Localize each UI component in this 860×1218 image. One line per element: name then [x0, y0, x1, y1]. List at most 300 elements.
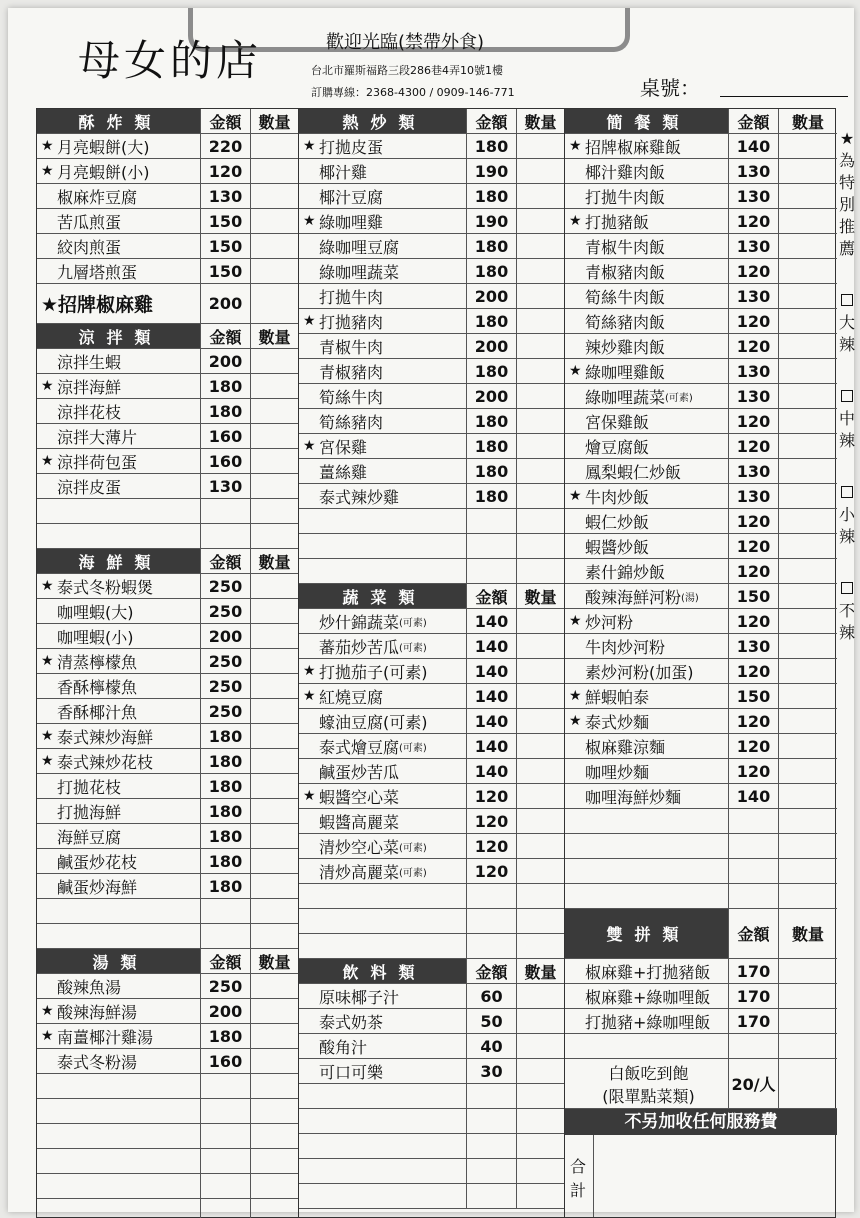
- menu-item-price: 180: [201, 849, 251, 873]
- menu-item-price: [467, 934, 517, 958]
- item-label: 可口可樂: [319, 1062, 384, 1082]
- item-note: (可素): [399, 742, 427, 754]
- menu-item-price: 150: [201, 259, 251, 283]
- item-label: 打拋海鮮: [57, 802, 122, 822]
- menu-item-row: [299, 359, 564, 384]
- quantity-cell[interactable]: [251, 1024, 298, 1048]
- quantity-cell[interactable]: [517, 684, 564, 708]
- menu-item-price: 120: [467, 834, 517, 858]
- menu-item-row: [37, 1024, 298, 1049]
- quantity-cell[interactable]: [251, 184, 298, 208]
- quantity-cell[interactable]: [251, 399, 298, 423]
- menu-item-row: [37, 899, 298, 924]
- quantity-cell[interactable]: [517, 1184, 564, 1208]
- quantity-cell[interactable]: [779, 784, 837, 808]
- menu-item-row: [37, 1099, 298, 1124]
- quantity-cell[interactable]: [517, 559, 564, 583]
- qty-header: 數量: [258, 112, 291, 132]
- menu-item-price: 190: [467, 209, 517, 233]
- item-label: 青椒牛肉飯: [585, 237, 666, 257]
- quantity-cell[interactable]: [779, 1034, 837, 1058]
- quantity-cell[interactable]: [251, 624, 298, 648]
- item-label: 蝦醬炒飯: [585, 537, 650, 557]
- quantity-cell[interactable]: [251, 774, 298, 798]
- quantity-cell[interactable]: [779, 384, 837, 408]
- quantity-cell[interactable]: [251, 674, 298, 698]
- menu-item-row: [37, 724, 298, 749]
- quantity-cell[interactable]: [251, 599, 298, 623]
- menu-item-price: 120: [729, 409, 779, 433]
- quantity-cell[interactable]: [779, 134, 837, 158]
- menu-item-name: [565, 484, 729, 508]
- menu-item-price: 250: [201, 974, 251, 998]
- quantity-cell[interactable]: [251, 799, 298, 823]
- menu-item-name: [565, 834, 729, 858]
- quantity-cell[interactable]: [251, 874, 298, 898]
- quantity-cell[interactable]: [517, 334, 564, 358]
- spicy-option[interactable]: [838, 290, 856, 356]
- quantity-cell[interactable]: [251, 924, 298, 948]
- quantity-cell[interactable]: [517, 259, 564, 283]
- quantity-cell[interactable]: [779, 809, 837, 833]
- quantity-cell[interactable]: [779, 884, 837, 908]
- menu-item-name: [37, 284, 201, 323]
- quantity-cell[interactable]: [517, 534, 564, 558]
- menu-item-name: [299, 1084, 467, 1108]
- item-label: 打拋茄子(可素): [319, 662, 428, 682]
- quantity-cell[interactable]: [517, 809, 564, 833]
- menu-item-row: [37, 424, 298, 449]
- menu-item-name: [299, 1159, 467, 1183]
- table-number-field[interactable]: [720, 96, 848, 97]
- quantity-cell[interactable]: [779, 609, 837, 633]
- item-note: (可素): [399, 617, 427, 629]
- menu-item-row: [37, 999, 298, 1024]
- quantity-cell[interactable]: [779, 659, 837, 683]
- section-header: [37, 324, 298, 349]
- menu-item-price: [467, 1109, 517, 1133]
- quantity-cell[interactable]: [779, 309, 837, 333]
- menu-item-name: [299, 1034, 467, 1058]
- item-label: 炒什錦蔬菜: [319, 612, 400, 632]
- quantity-cell[interactable]: [517, 784, 564, 808]
- star-icon: ★: [569, 213, 582, 229]
- menu-item-row: [565, 209, 837, 234]
- quantity-cell[interactable]: [251, 1049, 298, 1073]
- menu-item-row: [299, 834, 564, 859]
- quantity-cell[interactable]: [779, 759, 837, 783]
- section-title: 湯類: [37, 949, 201, 973]
- quantity-cell[interactable]: [517, 359, 564, 383]
- menu-sheet: [8, 8, 854, 1212]
- spicy-option[interactable]: [838, 578, 856, 644]
- quantity-cell[interactable]: [517, 1059, 564, 1083]
- quantity-cell[interactable]: [779, 234, 837, 258]
- quantity-cell[interactable]: [779, 734, 837, 758]
- quantity-cell[interactable]: [251, 899, 298, 923]
- menu-item-price: 120: [467, 809, 517, 833]
- quantity-cell[interactable]: [779, 584, 837, 608]
- menu-item-name: [37, 649, 201, 673]
- item-label: 蠔油豆腐(可素): [319, 712, 428, 732]
- quantity-cell[interactable]: [779, 534, 837, 558]
- quantity-cell[interactable]: [517, 159, 564, 183]
- item-label: 椒麻雞涼麵: [585, 737, 666, 757]
- quantity-cell[interactable]: [251, 649, 298, 673]
- quantity-cell[interactable]: [779, 959, 837, 983]
- menu-item-row: [37, 449, 298, 474]
- menu-item-name: [565, 509, 729, 533]
- menu-item-row: [565, 809, 837, 834]
- quantity-cell[interactable]: [251, 159, 298, 183]
- menu-item-name: [565, 209, 729, 233]
- quantity-cell[interactable]: [517, 709, 564, 733]
- quantity-cell[interactable]: [251, 1174, 298, 1198]
- menu-item-name: [37, 849, 201, 873]
- quantity-cell[interactable]: [251, 724, 298, 748]
- quantity-cell[interactable]: [251, 999, 298, 1023]
- quantity-cell[interactable]: [517, 884, 564, 908]
- menu-item-price: 130: [729, 634, 779, 658]
- menu-item-row: [299, 759, 564, 784]
- star-icon: ★: [41, 578, 54, 594]
- item-label: 泰式冬粉湯: [57, 1052, 138, 1072]
- menu-item-price: 200: [201, 999, 251, 1023]
- quantity-cell[interactable]: [251, 1149, 298, 1173]
- menu-item-name: [565, 184, 729, 208]
- quantity-cell[interactable]: [517, 1084, 564, 1108]
- quantity-cell[interactable]: [517, 984, 564, 1008]
- quantity-cell[interactable]: [517, 1009, 564, 1033]
- item-label: 咖哩蝦(大): [57, 602, 134, 622]
- item-label: 酸辣海鮮河粉: [585, 587, 682, 607]
- menu-item-row: [565, 309, 837, 334]
- section-header: [299, 959, 564, 984]
- item-label: 清蒸檸檬魚: [57, 652, 138, 672]
- quantity-cell[interactable]: [779, 334, 837, 358]
- menu-item-price: 180: [467, 434, 517, 458]
- spicy-label: 小辣: [838, 505, 855, 546]
- menu-item-row: [37, 974, 298, 999]
- quantity-cell[interactable]: [779, 434, 837, 458]
- quantity-cell[interactable]: [251, 974, 298, 998]
- quantity-cell[interactable]: [517, 434, 564, 458]
- quantity-cell[interactable]: [251, 699, 298, 723]
- quantity-cell[interactable]: [779, 709, 837, 733]
- quantity-cell[interactable]: [251, 849, 298, 873]
- quantity-cell[interactable]: [517, 609, 564, 633]
- quantity-cell[interactable]: [779, 159, 837, 183]
- menu-item-name: [37, 399, 201, 423]
- menu-item-name: [37, 899, 201, 923]
- menu-item-name: [299, 359, 467, 383]
- quantity-cell[interactable]: [779, 984, 837, 1008]
- menu-item-row: [37, 699, 298, 724]
- qty-header: 數量: [791, 112, 824, 132]
- menu-item-row: [299, 334, 564, 359]
- quantity-cell[interactable]: [251, 234, 298, 258]
- quantity-cell[interactable]: [251, 1199, 298, 1218]
- menu-item-name: [299, 409, 467, 433]
- menu-item-row: [299, 709, 564, 734]
- menu-item-name: [37, 1174, 201, 1198]
- quantity-cell[interactable]: [517, 934, 564, 958]
- menu-item-row: [299, 609, 564, 634]
- quantity-cell[interactable]: [779, 1059, 837, 1108]
- item-label: 打拋豬+綠咖哩飯: [585, 1012, 711, 1032]
- menu-item-name: [299, 759, 467, 783]
- item-label: 綠咖哩雞: [319, 212, 384, 232]
- menu-item-price: 130: [729, 484, 779, 508]
- menu-item-row: [37, 574, 298, 599]
- menu-item-row: [565, 159, 837, 184]
- menu-item-price: [467, 559, 517, 583]
- quantity-cell[interactable]: [779, 409, 837, 433]
- quantity-cell[interactable]: [517, 384, 564, 408]
- menu-item-name: [565, 709, 729, 733]
- menu-item-name: [37, 1024, 201, 1048]
- quantity-cell[interactable]: [779, 859, 837, 883]
- quantity-cell[interactable]: [517, 284, 564, 308]
- menu-item-name: [299, 559, 467, 583]
- rice-label: [565, 1059, 729, 1108]
- item-label: 椒麻炸豆腐: [57, 187, 138, 207]
- service-fee-banner: 不另加收任何服務費: [565, 1109, 837, 1135]
- quantity-cell[interactable]: [517, 1159, 564, 1183]
- quantity-cell[interactable]: [517, 659, 564, 683]
- menu-item-row: [565, 884, 837, 909]
- quantity-cell[interactable]: [779, 209, 837, 233]
- quantity-cell[interactable]: [517, 234, 564, 258]
- menu-item-name: [565, 309, 729, 333]
- menu-item-price: 170: [729, 959, 779, 983]
- menu-item-name: [37, 499, 201, 523]
- checkbox-icon[interactable]: [841, 294, 853, 306]
- menu-item-row: [299, 534, 564, 559]
- quantity-cell[interactable]: [251, 499, 298, 523]
- menu-item-name: [37, 134, 201, 158]
- menu-item-name: [565, 784, 729, 808]
- quantity-cell[interactable]: [517, 1109, 564, 1133]
- menu-item-price: [467, 909, 517, 933]
- menu-item-price: [467, 534, 517, 558]
- quantity-cell[interactable]: [779, 259, 837, 283]
- phone-text: 訂購專線：2368-4300 / 0909-146-771: [311, 86, 515, 99]
- quantity-cell[interactable]: [779, 559, 837, 583]
- menu-item-row: [37, 1199, 298, 1218]
- quantity-cell[interactable]: [251, 824, 298, 848]
- item-label: 泰式奶茶: [319, 1012, 384, 1032]
- menu-item-name: [299, 909, 467, 933]
- menu-item-row: [299, 1084, 564, 1109]
- menu-item-row: [299, 1184, 564, 1209]
- quantity-cell[interactable]: [517, 909, 564, 933]
- total-field[interactable]: [593, 1135, 837, 1217]
- quantity-cell[interactable]: [251, 424, 298, 448]
- menu-item-name: [37, 724, 201, 748]
- quantity-cell[interactable]: [779, 634, 837, 658]
- menu-item-row: [565, 984, 837, 1009]
- spicy-option[interactable]: [838, 482, 856, 548]
- menu-item-price: 180: [201, 374, 251, 398]
- quantity-cell[interactable]: [251, 259, 298, 283]
- menu-item-name: [299, 1184, 467, 1208]
- checkbox-icon[interactable]: [841, 582, 853, 594]
- menu-item-name: [565, 159, 729, 183]
- section-header: [565, 909, 837, 959]
- quantity-cell[interactable]: [517, 734, 564, 758]
- quantity-cell[interactable]: [517, 509, 564, 533]
- quantity-cell[interactable]: [251, 574, 298, 598]
- item-label: 筍絲豬肉飯: [585, 312, 666, 332]
- menu-item-name: [565, 284, 729, 308]
- menu-item-row: [37, 1174, 298, 1199]
- menu-item-row: [37, 774, 298, 799]
- menu-item-price: 120: [729, 609, 779, 633]
- item-label: 招牌椒麻雞飯: [585, 137, 682, 157]
- menu-item-name: [37, 674, 201, 698]
- menu-item-name: [37, 1049, 201, 1073]
- section-header: [299, 109, 564, 134]
- quantity-cell[interactable]: [779, 684, 837, 708]
- spicy-option[interactable]: [838, 386, 856, 452]
- price-header: 金額: [201, 324, 251, 348]
- item-label: 酸辣海鮮湯: [57, 1002, 138, 1022]
- quantity-cell[interactable]: [517, 209, 564, 233]
- quantity-cell[interactable]: [251, 349, 298, 373]
- menu-item-name: [37, 1124, 201, 1148]
- signature-item: ★招牌椒麻雞: [41, 294, 154, 316]
- menu-item-row: [37, 749, 298, 774]
- menu-item-row: [299, 1009, 564, 1034]
- quantity-cell[interactable]: [517, 834, 564, 858]
- qty-header: 數量: [524, 112, 557, 132]
- item-label: 酸辣魚湯: [57, 977, 122, 997]
- quantity-cell[interactable]: [251, 374, 298, 398]
- column-2: [299, 109, 565, 1217]
- menu-item-price: 180: [467, 134, 517, 158]
- menu-item-price: 200: [201, 624, 251, 648]
- item-label: 香酥檸檬魚: [57, 677, 138, 697]
- menu-item-name: [299, 334, 467, 358]
- section-header: [37, 949, 298, 974]
- quantity-cell[interactable]: [517, 759, 564, 783]
- menu-item-name: [565, 859, 729, 883]
- menu-item-row: [37, 874, 298, 899]
- menu-item-price: 40: [467, 1034, 517, 1058]
- item-label: 椰汁雞: [319, 162, 368, 182]
- item-label: 清炒高麗菜: [319, 862, 400, 882]
- item-label: 打拋豬飯: [585, 212, 650, 232]
- menu-item-row: [565, 409, 837, 434]
- menu-item-price: 120: [729, 509, 779, 533]
- item-label: 涼拌海鮮: [57, 377, 122, 397]
- item-label: 海鮮豆腐: [57, 827, 122, 847]
- quantity-cell[interactable]: [517, 859, 564, 883]
- quantity-cell[interactable]: [517, 309, 564, 333]
- menu-item-name: [565, 684, 729, 708]
- quantity-cell[interactable]: [517, 484, 564, 508]
- section-title: 熱炒類: [299, 109, 467, 133]
- menu-item-name: [565, 359, 729, 383]
- column-3: [565, 109, 837, 1217]
- menu-item-name: [565, 134, 729, 158]
- item-label: 涼拌皮蛋: [57, 477, 122, 497]
- menu-item-price: 160: [201, 1049, 251, 1073]
- item-label: 涼拌生蝦: [57, 352, 122, 372]
- menu-item-row: [37, 284, 298, 324]
- star-icon: ★: [569, 713, 582, 729]
- item-label: 咖哩海鮮炒麵: [585, 787, 682, 807]
- qty-header: 數量: [524, 587, 557, 607]
- menu-item-name: [37, 474, 201, 498]
- menu-item-row: [37, 799, 298, 824]
- menu-item-row: [565, 434, 837, 459]
- menu-item-name: [299, 884, 467, 908]
- quantity-cell[interactable]: [517, 634, 564, 658]
- checkbox-icon[interactable]: [841, 390, 853, 402]
- menu-item-price: 180: [467, 259, 517, 283]
- menu-item-row: [565, 859, 837, 884]
- quantity-cell[interactable]: [251, 209, 298, 233]
- quantity-cell[interactable]: [517, 1134, 564, 1158]
- quantity-cell[interactable]: [517, 1034, 564, 1058]
- quantity-cell[interactable]: [251, 449, 298, 473]
- welcome-text: 歡迎光臨(禁帶外食): [326, 32, 485, 53]
- item-label: 牛肉炒飯: [585, 487, 650, 507]
- quantity-cell[interactable]: [251, 524, 298, 548]
- quantity-cell[interactable]: [251, 474, 298, 498]
- menu-item-price: 140: [467, 709, 517, 733]
- menu-item-price: 200: [467, 334, 517, 358]
- quantity-cell[interactable]: [517, 409, 564, 433]
- menu-item-price: 140: [467, 659, 517, 683]
- section-title: 簡餐類: [565, 109, 729, 133]
- menu-item-name: [37, 259, 201, 283]
- quantity-cell[interactable]: [251, 284, 298, 323]
- star-icon: ★: [41, 453, 54, 469]
- quantity-cell[interactable]: [779, 359, 837, 383]
- menu-item-price: 170: [729, 1009, 779, 1033]
- quantity-cell[interactable]: [517, 184, 564, 208]
- quantity-cell[interactable]: [251, 1074, 298, 1098]
- menu-item-name: [299, 809, 467, 833]
- quantity-cell[interactable]: [517, 134, 564, 158]
- quantity-cell[interactable]: [517, 459, 564, 483]
- quantity-cell[interactable]: [779, 484, 837, 508]
- item-label: 椒麻雞+綠咖哩飯: [585, 987, 711, 1007]
- section-title: 海鮮類: [37, 549, 201, 573]
- quantity-cell[interactable]: [779, 184, 837, 208]
- quantity-cell[interactable]: [779, 284, 837, 308]
- star-icon: ★: [303, 688, 316, 704]
- quantity-cell[interactable]: [251, 1099, 298, 1123]
- menu-item-name: [37, 1199, 201, 1218]
- quantity-cell[interactable]: [779, 1009, 837, 1033]
- item-label: 鹹蛋炒苦瓜: [319, 762, 400, 782]
- quantity-cell[interactable]: [251, 1124, 298, 1148]
- quantity-cell[interactable]: [779, 834, 837, 858]
- quantity-cell[interactable]: [251, 134, 298, 158]
- quantity-cell[interactable]: [779, 509, 837, 533]
- quantity-cell[interactable]: [779, 459, 837, 483]
- menu-item-row: [37, 399, 298, 424]
- menu-item-row: [37, 624, 298, 649]
- menu-item-name: [37, 824, 201, 848]
- quantity-cell[interactable]: [251, 749, 298, 773]
- menu-item-price: 160: [201, 424, 251, 448]
- checkbox-icon[interactable]: [841, 486, 853, 498]
